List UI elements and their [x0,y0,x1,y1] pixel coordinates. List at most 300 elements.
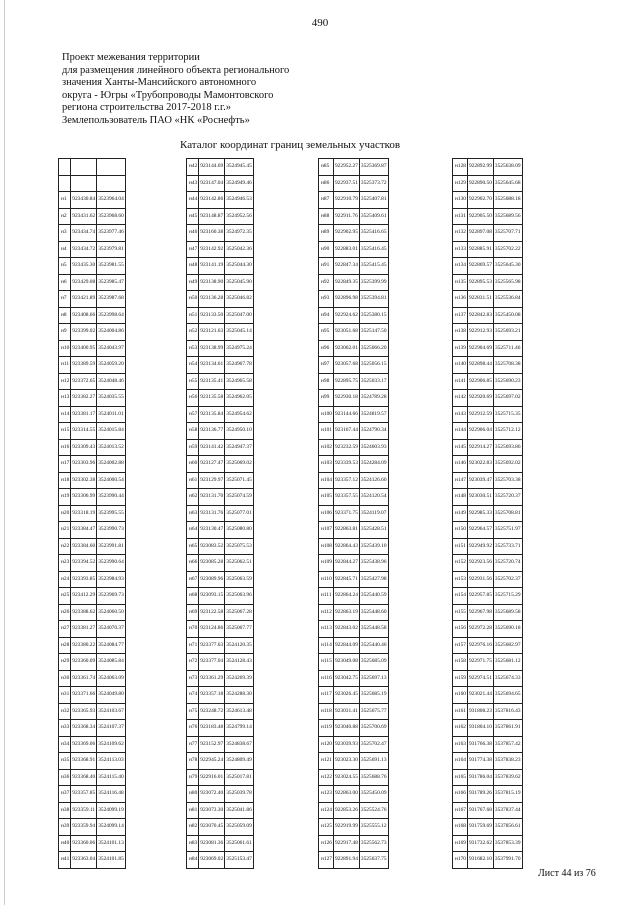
table-row [319,819,389,836]
y-coordinate: 3525562.73 [359,835,388,852]
point-label: н90 [319,241,334,258]
y-coordinate: 3525674.33 [493,670,522,687]
point-label: н28 [59,637,71,654]
x-coordinate: 923134.61 [199,357,225,374]
y-coordinate: 3525702.37 [493,571,522,588]
x-coordinate: 923361.74 [71,670,97,687]
y-coordinate: 3524059.20 [97,357,126,374]
y-coordinate: 3525071.45 [225,472,254,489]
point-label: н148 [453,489,468,506]
point-label: н13 [59,390,71,407]
table-row [187,538,254,555]
point-label: н155 [453,604,468,621]
point-label: н48 [187,258,199,275]
y-coordinate: 3524962.05 [225,390,254,407]
x-coordinate: 922863.00 [333,786,359,803]
y-coordinate: 3525715.35 [493,406,522,423]
table-row [453,670,523,687]
x-coordinate: 923085.28 [199,555,225,572]
x-coordinate: 923377.04 [199,654,225,671]
x-coordinate: 923314.55 [71,423,97,440]
y-coordinate: 3525708.81 [493,505,522,522]
x-coordinate: 931766.38 [467,736,493,753]
point-label: н25 [59,588,71,605]
x-coordinate: 923135.84 [199,406,225,423]
table-row [59,208,126,225]
table-row [187,357,254,374]
table-row [319,852,389,869]
point-label: н63 [187,505,199,522]
table-row [59,489,126,506]
x-coordinate: 922914.27 [467,439,493,456]
point-label: н75 [187,703,199,720]
x-coordinate: 922912.59 [467,406,493,423]
x-coordinate: 923070.45 [199,819,225,836]
point-label: н39 [59,819,71,836]
x-coordinate: 923129.97 [199,472,225,489]
y-coordinate: 3525039.78 [225,786,254,803]
y-coordinate: 3523998.64 [97,307,126,324]
point-label: н80 [187,786,199,803]
table-row [187,720,254,737]
table-row [187,340,254,357]
table-row [453,258,523,275]
x-coordinate: 923431.62 [71,208,97,225]
table-row [187,291,254,308]
y-coordinate: 3537861.91 [493,720,522,737]
x-coordinate: 923131.70 [199,489,225,506]
table-row [453,802,523,819]
y-coordinate: 3524288.30 [225,687,254,704]
table-row [319,538,389,555]
y-coordinate: 3525061.61 [225,835,254,852]
x-coordinate: 923039.93 [333,736,359,753]
x-coordinate: 923049.08 [333,654,359,671]
table-row [319,588,389,605]
table-row [187,208,254,225]
table-row [453,604,523,621]
table-row [59,852,126,869]
x-coordinate: 923400.95 [71,340,97,357]
point-label: н41 [59,852,71,869]
x-coordinate: 922911.76 [333,208,359,225]
y-coordinate: 3524011.01 [97,406,126,423]
point-label: н86 [319,175,334,192]
point-label: н158 [453,654,468,671]
x-coordinate: 923141.19 [199,258,225,275]
table-row [59,588,126,605]
x-coordinate: 922976.16 [467,637,493,654]
y-coordinate: 3524972.35 [225,225,254,242]
x-coordinate: 922863.19 [333,604,359,621]
x-coordinate: 923377.63 [199,637,225,654]
y-coordinate: 3525691.13 [359,753,388,770]
table-row [453,423,523,440]
point-label: н79 [187,769,199,786]
point-label: н152 [453,555,468,572]
point-label: н51 [187,307,199,324]
point-label: н139 [453,340,468,357]
y-coordinate: 3523985.47 [97,274,126,291]
point-label: н107 [319,522,334,539]
point-label: н94 [319,307,334,324]
point-label: н144 [453,423,468,440]
point-label: н54 [187,357,199,374]
table-row [453,538,523,555]
table-row [453,819,523,836]
table-row [59,192,126,209]
point-label: н49 [187,274,199,291]
table-row [319,307,389,324]
y-coordinate: 3525416.45 [359,241,388,258]
x-coordinate: 923031.41 [333,703,359,720]
point-label: н126 [319,835,334,852]
x-coordinate: 923421.89 [71,291,97,308]
y-coordinate: 3525688.18 [493,192,522,209]
x-coordinate: 922853.26 [333,802,359,819]
y-coordinate: 3537837.44 [493,802,522,819]
point-label: н87 [319,192,334,209]
table-row [453,324,523,341]
x-coordinate: 922917.48 [333,835,359,852]
point-label: н19 [59,489,71,506]
table-row [453,456,523,473]
y-coordinate: 3524070.37 [97,621,126,638]
y-coordinate: 3525380.15 [359,307,388,324]
x-coordinate: 922844.09 [333,637,359,654]
y-coordinate: 3525394.81 [359,291,388,308]
x-coordinate: 923072.40 [199,786,225,803]
table-row [59,736,126,753]
table-row [187,472,254,489]
table-row [187,835,254,852]
table-row [319,720,389,737]
x-coordinate: 923318.19 [71,505,97,522]
point-label: н157 [453,637,468,654]
point-label: н22 [59,538,71,555]
table-row [453,852,523,869]
x-coordinate: 922845.71 [333,571,359,588]
table-row [453,291,523,308]
table-row [319,241,389,258]
x-coordinate: 923122.58 [199,604,225,621]
y-coordinate: 3524120.35 [225,637,254,654]
y-coordinate: 3525697.13 [359,670,388,687]
x-coordinate: 923136.28 [199,291,225,308]
point-label: н20 [59,505,71,522]
point-label: н108 [319,538,334,555]
point-label: н128 [453,159,468,176]
table-row [319,274,389,291]
point-label: н121 [319,753,334,770]
x-coordinate: 923083.52 [199,538,225,555]
y-coordinate: 3525373.72 [359,175,388,192]
table-row [453,720,523,737]
x-coordinate: 922843.02 [333,621,359,638]
table-row [319,208,389,225]
point-label: н46 [187,225,199,242]
table-row [187,703,254,720]
table-row [59,159,126,176]
x-coordinate: 923148.87 [199,208,225,225]
x-coordinate: 923144.69 [199,159,225,176]
x-coordinate: 923138.99 [199,340,225,357]
table-row [187,769,254,786]
table-row [187,324,254,341]
x-coordinate: 923160.38 [199,225,225,242]
point-label: н98 [319,373,334,390]
x-coordinate: 923380.22 [71,637,97,654]
table-row [187,489,254,506]
table-row [453,753,523,770]
point-label: н150 [453,522,468,539]
point-label: н9 [59,324,71,341]
y-coordinate: 3525063.96 [225,588,254,605]
y-coordinate: 3525033.17 [359,373,388,390]
y-coordinate: 3524043.97 [97,340,126,357]
table-row [59,654,126,671]
table-row [319,159,389,176]
x-coordinate: 931774.38 [467,753,493,770]
table-row [59,241,126,258]
point-label: н92 [319,274,334,291]
point-label: н47 [187,241,199,258]
table-row [319,604,389,621]
table-row [319,505,389,522]
y-coordinate: 3537838.23 [493,753,522,770]
point-label: н88 [319,208,334,225]
y-coordinate: 3524002.88 [97,456,126,473]
page-number: 490 [311,17,329,29]
x-coordinate: 923042.75 [333,670,359,687]
point-label: н14 [59,406,71,423]
point-label: н147 [453,472,468,489]
point-label: н135 [453,274,468,291]
point-label: н57 [187,406,199,423]
y-coordinate: 3523968.60 [97,208,126,225]
point-label: н140 [453,357,468,374]
y-coordinate: 3525681.12 [493,654,522,671]
table-row [59,340,126,357]
x-coordinate: 931682.10 [467,852,493,869]
table-row [59,604,126,621]
x-coordinate: 923357.12 [333,472,359,489]
x-coordinate: 922919.99 [333,819,359,836]
y-coordinate: 3523981.55 [97,258,126,275]
point-label: н33 [59,720,71,737]
table-row [59,406,126,423]
point-label: н84 [187,852,199,869]
y-coordinate: 3525409.61 [359,208,388,225]
table-row [187,505,254,522]
x-coordinate: 923394.52 [71,555,97,572]
y-coordinate: 3525369.87 [359,159,388,176]
x-coordinate: 923365.93 [71,703,97,720]
y-coordinate: 3537853.39 [493,835,522,852]
y-coordinate: 3523991.81 [97,538,126,555]
y-coordinate: 3525074.59 [225,489,254,506]
x-coordinate: 923130.47 [199,522,225,539]
y-coordinate: 3524269.39 [225,670,254,687]
table-row [453,274,523,291]
table-row [187,456,254,473]
x-coordinate: 923183.48 [199,720,225,737]
y-coordinate: 3525693.21 [493,324,522,341]
point-label: н81 [187,802,199,819]
table-row [59,802,126,819]
x-coordinate: 922849.35 [333,274,359,291]
y-coordinate: 3537857.42 [493,736,522,753]
table-row [59,324,126,341]
x-coordinate: 923093.15 [199,588,225,605]
x-coordinate: 922885.91 [467,241,493,258]
point-label: н97 [319,357,334,374]
y-coordinate: 3525062.51 [225,555,254,572]
x-coordinate: 923142.86 [199,192,225,209]
table-row [319,225,389,242]
point-label: н151 [453,538,468,555]
y-coordinate: 3524035.55 [97,390,126,407]
y-coordinate: 3523977.46 [97,225,126,242]
point-label: н169 [453,835,468,852]
table-row [319,373,389,390]
table-row [59,357,126,374]
y-coordinate: 3525751.97 [493,522,522,539]
table-row [319,522,389,539]
x-coordinate: 923357.55 [333,489,359,506]
x-coordinate: 923399.02 [71,324,97,341]
y-coordinate: 3525637.75 [359,852,388,869]
point-label: н12 [59,373,71,390]
y-coordinate: 3524060.50 [97,604,126,621]
y-coordinate: 3525077.01 [225,505,254,522]
point-label: н134 [453,258,468,275]
x-coordinate: 923368.40 [71,769,97,786]
table-row [187,390,254,407]
y-coordinate: 3524975.24 [225,340,254,357]
table-row [453,159,523,176]
x-coordinate: 922905.50 [467,208,493,225]
y-coordinate: 3524613.48 [225,703,254,720]
point-label: н124 [319,802,334,819]
table-row [453,340,523,357]
table-row [453,687,523,704]
y-coordinate: 3525067.77 [225,621,254,638]
x-coordinate: 923359.11 [71,802,97,819]
point-label: н132 [453,225,468,242]
y-coordinate: 3525694.65 [493,687,522,704]
x-coordinate: 923363.04 [71,852,97,869]
x-coordinate: 922924.62 [333,307,359,324]
table-row [59,291,126,308]
x-coordinate: 922895.53 [467,274,493,291]
table-row [59,819,126,836]
y-coordinate [97,175,126,192]
x-coordinate: 922931.56 [467,571,493,588]
x-coordinate: 922904.69 [467,340,493,357]
point-label: н114 [319,637,334,654]
table-row [453,175,523,192]
point-label: н105 [319,489,334,506]
x-coordinate: 931804.10 [467,720,493,737]
y-coordinate: 3525415.45 [359,258,388,275]
x-coordinate: 931767.68 [467,802,493,819]
point-label: н16 [59,439,71,456]
y-coordinate: 3523990.73 [97,522,126,539]
point-label: н10 [59,340,71,357]
y-coordinate: 3525692.02 [493,456,522,473]
x-coordinate: 923303.96 [71,456,97,473]
x-coordinate: 922972.28 [467,621,493,638]
x-coordinate: 923357.85 [71,786,97,803]
y-coordinate: 3525427.98 [359,571,388,588]
x-coordinate: 923124.86 [199,621,225,638]
y-coordinate: 3524085.84 [97,654,126,671]
y-coordinate: 3525702.22 [493,241,522,258]
point-label: н37 [59,786,71,803]
point-label: н23 [59,555,71,572]
x-coordinate: 922863.81 [333,522,359,539]
x-coordinate: 923368.34 [71,720,97,737]
table-row [319,687,389,704]
point-label: н1 [59,192,71,209]
x-coordinate: 923152.97 [199,736,225,753]
table-row [319,472,389,489]
y-coordinate: 3525440.46 [359,637,388,654]
x-coordinate: 922964.57 [467,522,493,539]
x-coordinate: 923372.65 [71,373,97,390]
x-coordinate: 922847.34 [333,258,359,275]
point-label: н145 [453,439,468,456]
table-row [319,456,389,473]
point-label: н104 [319,472,334,489]
y-coordinate: 3525063.59 [225,571,254,588]
y-coordinate: 3524809.49 [225,753,254,770]
table-row [187,654,254,671]
y-coordinate: 3524116.48 [97,786,126,803]
y-coordinate: 3525707.71 [493,225,522,242]
point-label: н93 [319,291,334,308]
x-coordinate: 922952.27 [333,159,359,176]
y-coordinate: 3525017.81 [225,769,254,786]
y-coordinate: 3523987.68 [97,291,126,308]
table-row [59,423,126,440]
table-row [453,472,523,489]
point-label: н45 [187,208,199,225]
y-coordinate: 3525045.14 [225,324,254,341]
point-label: н129 [453,175,468,192]
table-row [319,753,389,770]
point-label: н119 [319,720,334,737]
y-coordinate: 3524946.53 [225,192,254,209]
x-coordinate: 922923.56 [467,555,493,572]
point-label: н163 [453,736,468,753]
table-row [59,274,126,291]
y-coordinate: 3525153.47 [225,852,254,869]
y-coordinate: 3524099.14 [97,819,126,836]
y-coordinate: 3525720.74 [493,555,522,572]
table-caption: Каталог координат границ земельных участков [180,139,401,151]
y-coordinate: 3525041.86 [225,802,254,819]
table-row [187,736,254,753]
x-coordinate: 923026.45 [333,687,359,704]
x-coordinate: 923381.27 [71,621,97,638]
x-coordinate: 922906.04 [467,423,493,440]
y-coordinate: 3523964.04 [97,192,126,209]
x-coordinate: 923021.44 [467,687,493,704]
table-row [319,835,389,852]
table-row [453,192,523,209]
